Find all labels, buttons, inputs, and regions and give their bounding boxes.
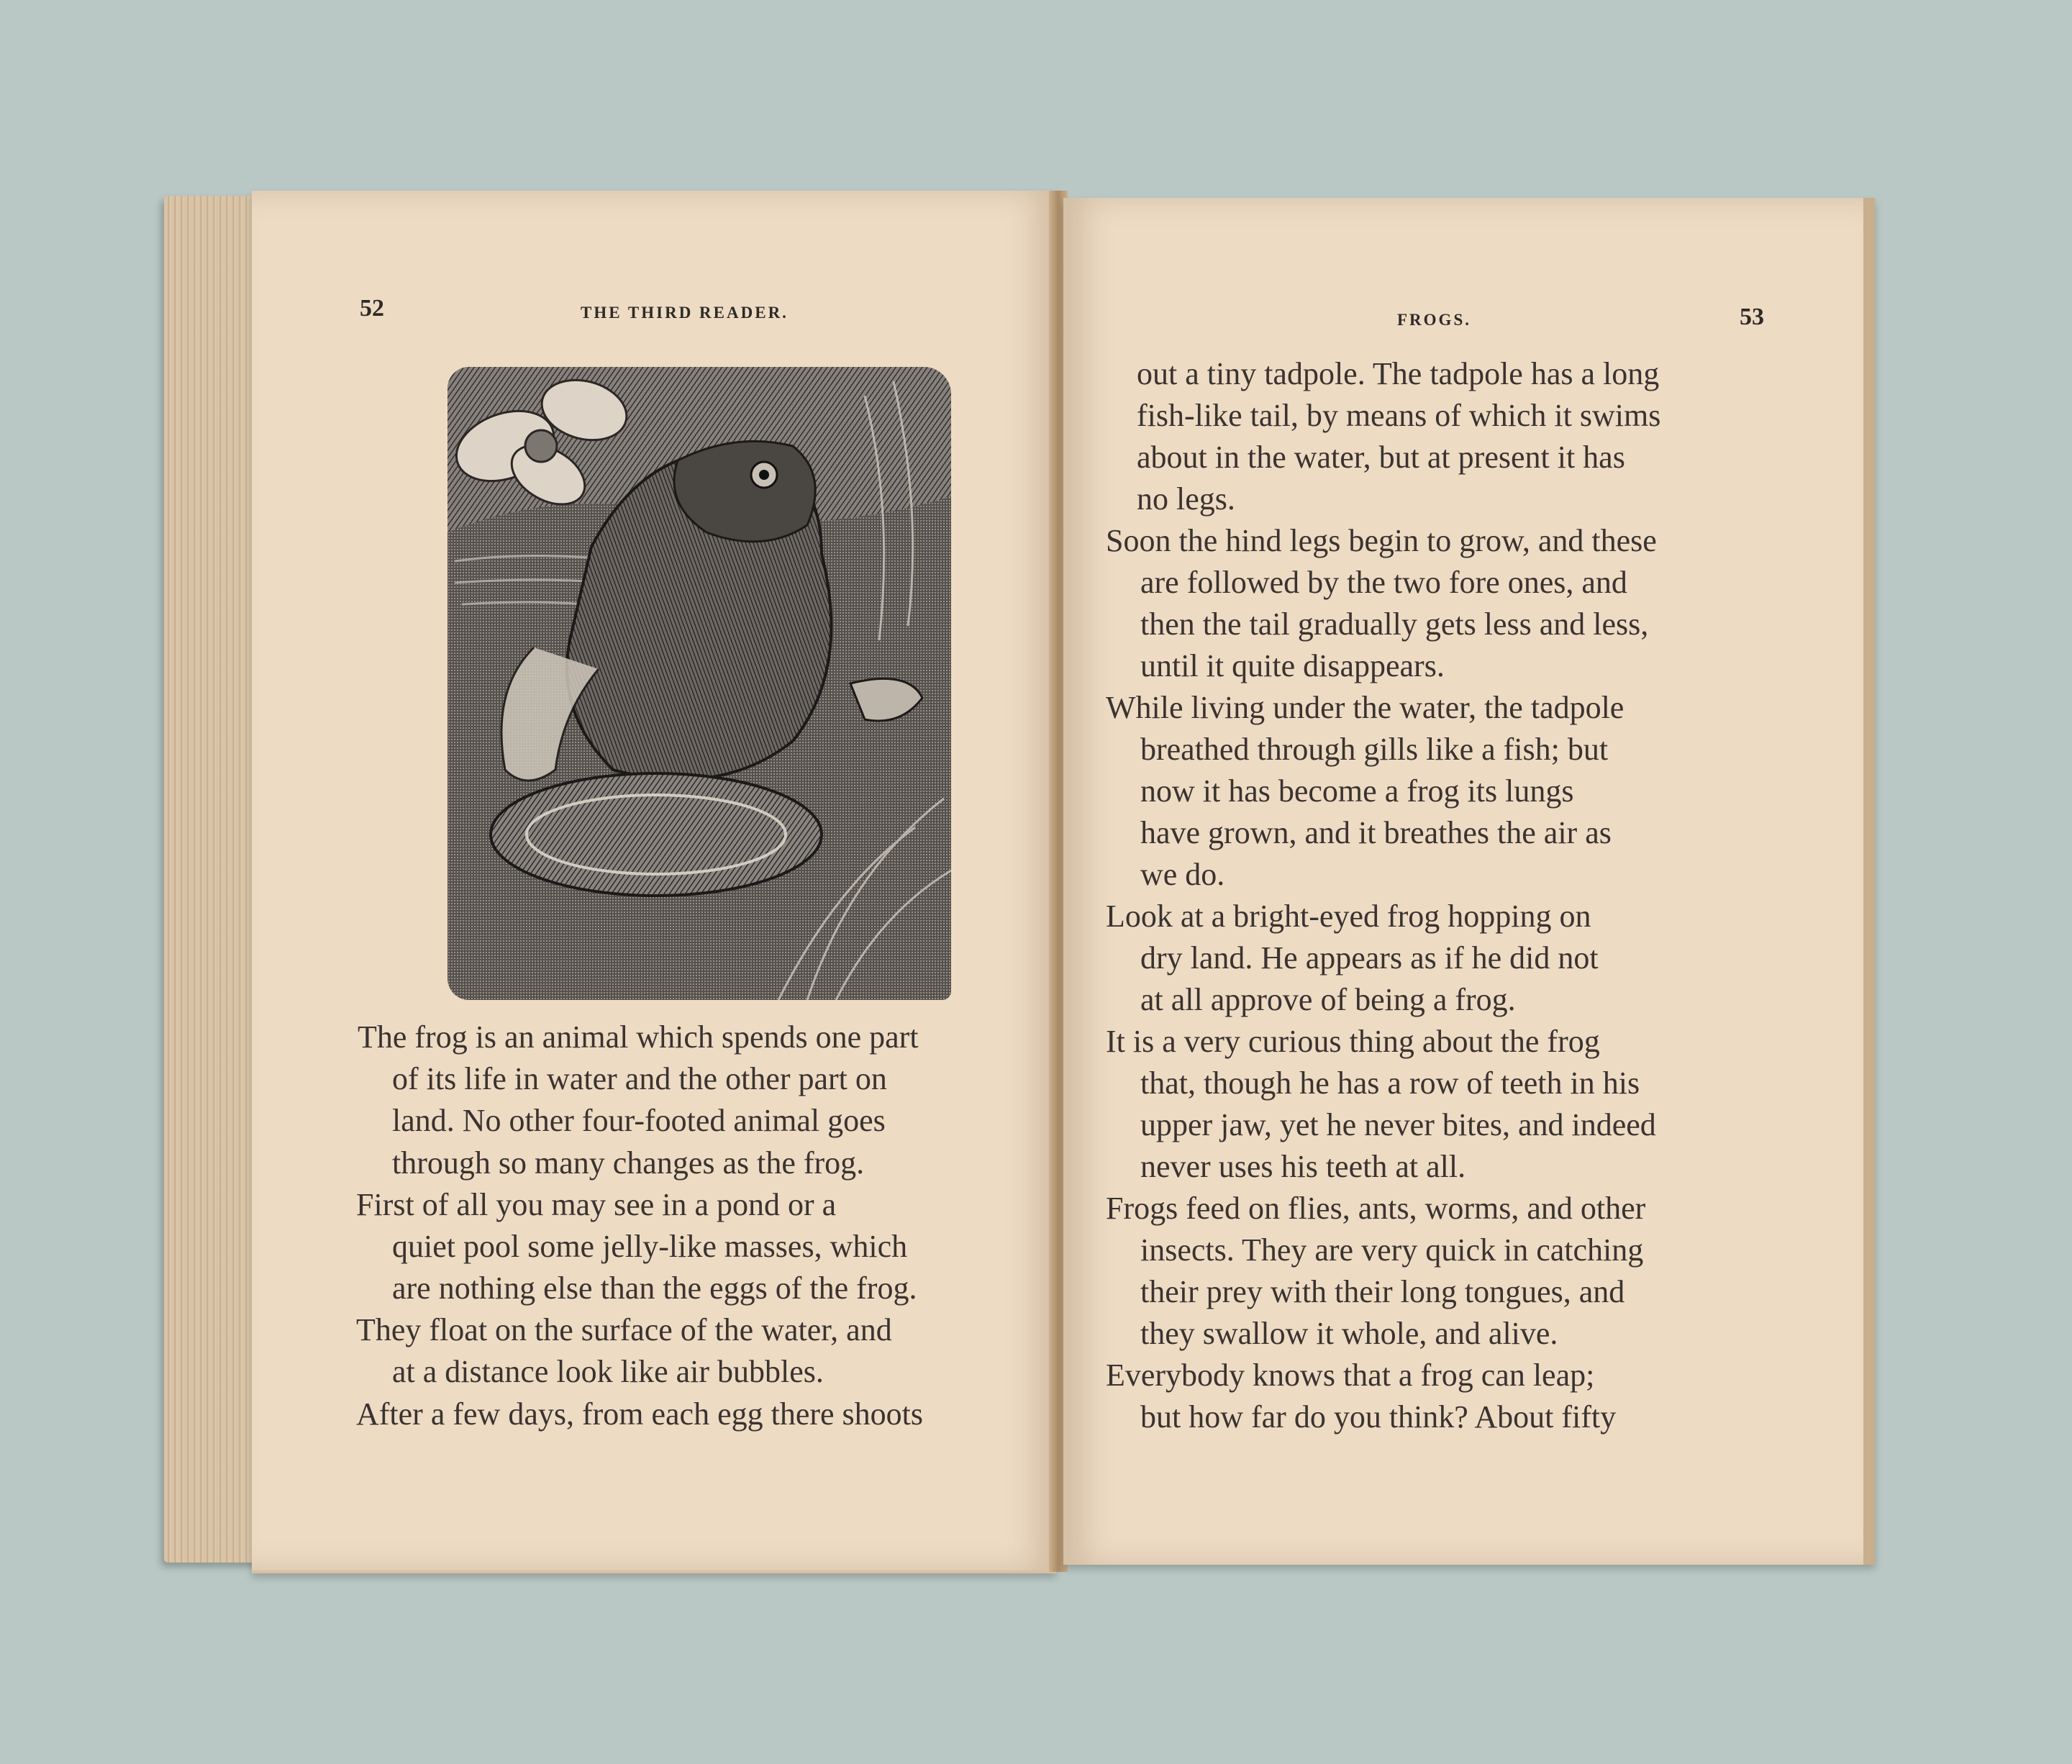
text-line: of its life in water and the other part on [392,1061,887,1096]
text-line: Look at a bright-eyed frog hopping on [1106,899,1591,934]
left-running-head: THE THIRD READER. [581,304,789,322]
text-line: land. No other four-footed animal goes [392,1103,886,1138]
text-line: are nothing else than the eggs of the frog. [392,1270,917,1306]
text-line: While living under the water, the tadpole [1106,690,1625,725]
text-line: then the tail gradually gets less and less, [1140,606,1649,642]
text-line: they swallow it whole, and alive. [1140,1316,1558,1351]
text-line: until it quite disappears. [1140,648,1445,683]
text-line: insects. They are very quick in catching [1140,1232,1644,1268]
text-line: breathed through gills like a fish; but [1140,732,1609,767]
text-line: no legs. [1137,481,1235,517]
text-line: quiet pool some jelly-like masses, which [392,1229,908,1264]
text-line: their prey with their long tongues, and [1140,1274,1625,1309]
text-line: now it has become a frog its lungs [1140,773,1574,809]
text-line: Everybody knows that a frog can leap; [1106,1358,1595,1393]
text-line: at all approve of being a frog. [1140,982,1516,1017]
text-line: but how far do you think? About fifty [1140,1399,1617,1435]
text-line: Frogs feed on flies, ants, worms, and other [1106,1191,1646,1226]
text-line: After a few days, from each egg there shoots [356,1396,924,1432]
text-line: through so many changes as the frog. [392,1145,865,1181]
text-line: It is a very curious thing about the frog [1106,1024,1600,1059]
frog-engraving-illustration [447,367,951,1000]
text-line: The frog is an animal which spends one part [358,1019,919,1055]
right-page-number: 53 [1740,304,1764,330]
text-line: fish-like tail, by means of which it swims [1137,398,1661,433]
text-line: dry land. He appears as if he did not [1140,940,1599,976]
text-line: They float on the surface of the water, and [356,1312,892,1347]
text-line: out a tiny tadpole. The tadpole has a long [1137,356,1660,391]
page-block-edge [164,196,265,1563]
text-line: upper jaw, yet he never bites, and indeed [1140,1107,1656,1142]
text-line: never uses his teeth at all. [1140,1149,1466,1184]
text-line: at a distance look like air bubbles. [392,1354,824,1389]
text-line: Soon the hind legs begin to grow, and these [1106,523,1657,558]
left-page-number: 52 [360,295,384,322]
frog-engraving-icon [447,367,951,1000]
text-line: are followed by the two fore ones, and [1140,565,1627,600]
text-line: we do. [1140,857,1225,892]
right-running-head: FROGS. [1397,311,1471,329]
text-line: about in the water, but at present it has [1137,440,1625,475]
text-line: First of all you may see in a pond or a [356,1187,837,1222]
text-line: have grown, and it breathes the air as [1140,815,1612,850]
text-line: that, though he has a row of teeth in his [1140,1065,1640,1101]
